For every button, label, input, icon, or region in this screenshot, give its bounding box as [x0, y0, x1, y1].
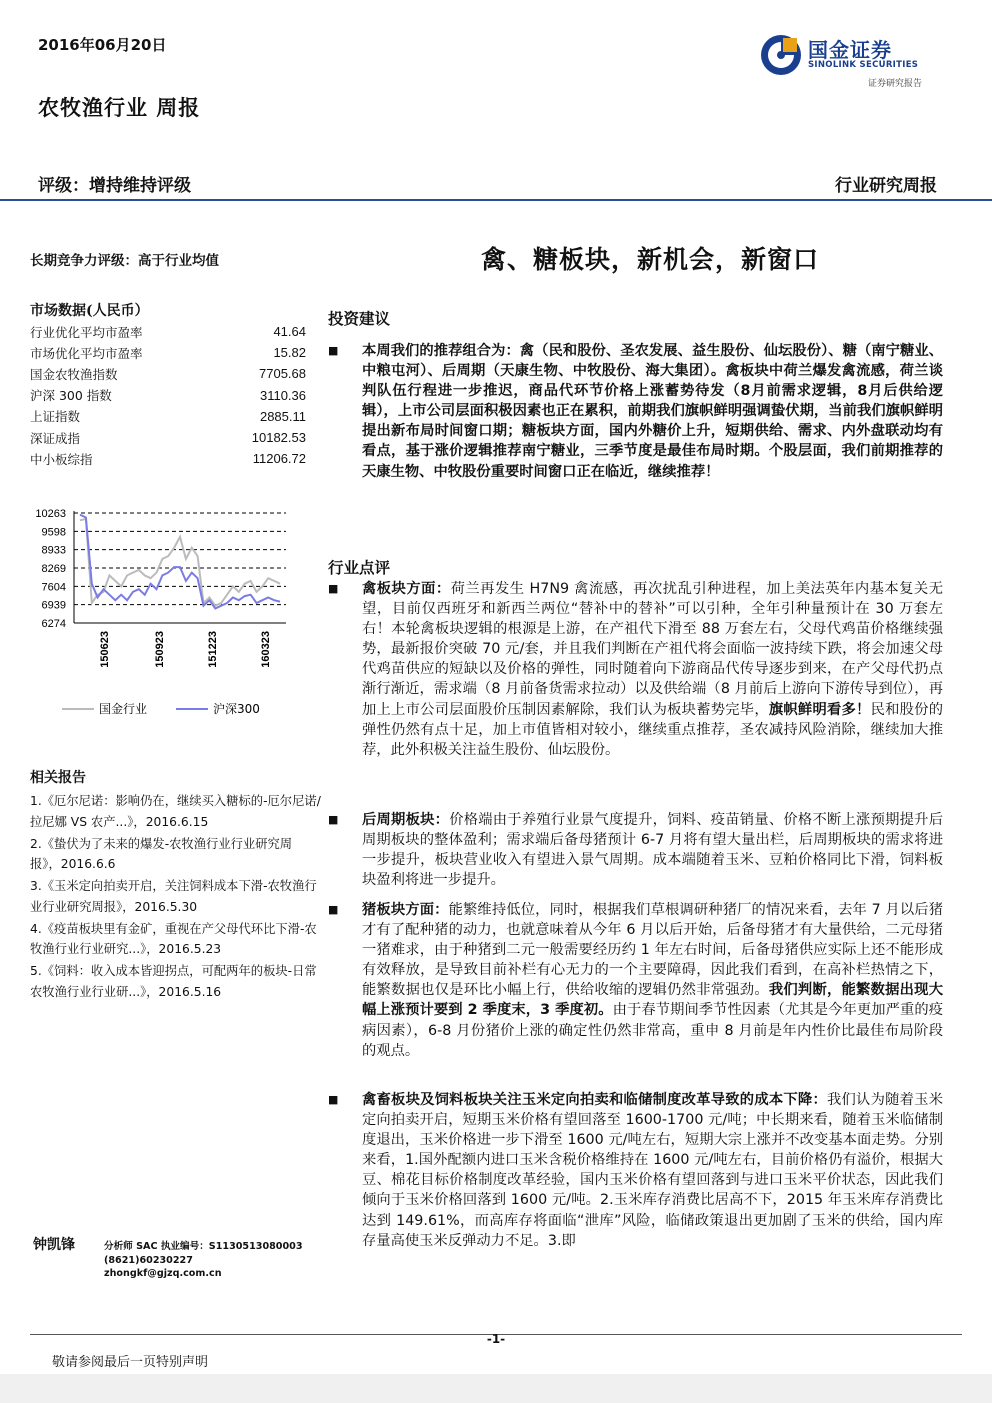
- market-data-row: [30, 406, 306, 427]
- paragraph-text: 我们认为随着玉米定向拍卖开启，短期玉米价格有望回落至 1600-1700 元/吨；中长期来看，随着玉米临储制度退出，玉米价格进一步下滑至 1600 元/吨左右，短期大宗上涨并不改变基本面走势。分别来看，1.国外配额内进口玉米含税价格维持在 1600 元/吨左右，目前价格仍有溢价，根据大豆、棉花目标价格制度改革经验，国内玉米价格有望回落到与进口玉米平价状态，因此我们倾向于玉米价格回落到 1600 元/吨。2.玉米库存消费比居高不下，2015 年玉米库存消费比达到 149.61%，而高库存将面临“泄库”风险，临储政策退出更加剧了玉米的供给，国内库存量高使玉米反弹动力不足。3.即: [362, 1092, 943, 1249]
- related-report-item[interactable]: 1.《厄尔尼诺：影响仍在，继续买入糖标的-厄尔尼诺/拉尼娜 VS 农产...》，2016.6.15: [30, 794, 321, 829]
- long-term-rating: 长期竞争力评级：高于行业均值: [30, 253, 219, 269]
- logo-name-en: SINOLINK SECURITIES: [808, 60, 919, 70]
- y-tick-label: 8269: [41, 563, 66, 575]
- market-data-table: [30, 321, 306, 469]
- paragraph-lead: 猪板块方面：: [362, 902, 449, 918]
- bullet-icon: ■: [328, 813, 339, 826]
- related-report-item[interactable]: 2.《蛰伏为了未来的爆发-农牧渔行业行业研究周报》，2016.6.6: [30, 836, 293, 871]
- market-data-value: 7705.68: [259, 366, 306, 382]
- related-reports-list: [30, 791, 322, 1004]
- analyst-info: [104, 1240, 303, 1281]
- rating-label: 评级：增持维持评级: [38, 176, 191, 196]
- market-data-value: 2885.11: [259, 408, 306, 424]
- market-data-value: 3110.36: [259, 387, 306, 403]
- footer-bar: [0, 1374, 992, 1403]
- paragraph-text: 价格端由于养殖行业景气度提升，饲料、疫苗销量、价格不断上涨预期提升后周期板块的整体盈利；需求端后备母猪预计 6-7 月将有望大量出栏，后周期板块的需求将进一步提升，板块营业收入有望进入景气周期。成本端随着玉米、豆粕价格同比下滑，饲料板块盈利将进一步提升。: [362, 812, 943, 889]
- analyst-phone: (8621)60230227: [104, 1254, 193, 1266]
- logo-subtitle: 证券研究报告: [868, 79, 923, 89]
- legend-label: 沪深300: [213, 702, 260, 716]
- disclaimer-note: 敬请参阅最后一页特别声明: [52, 1355, 209, 1370]
- bullet-icon: ■: [328, 344, 339, 357]
- series-line: [80, 515, 280, 609]
- market-data-value: 15.82: [273, 345, 306, 361]
- market-data-label: 国金农牧渔指数: [30, 366, 118, 382]
- paragraph-lead: 后周期板块：: [362, 812, 450, 828]
- report-date: 2016年06月20日: [38, 36, 167, 54]
- headline: 禽、糖板块，新机会，新窗口: [480, 245, 819, 274]
- paragraph-text: 民和股份的弹性仍然有点十足，加上市值皆相对较小，继续重点推荐，圣农减持风险消除，继续加大推荐，此外积极关注益生股份、仙坛股份。: [362, 701, 944, 758]
- review-paragraph-feed: [362, 1090, 943, 1251]
- paragraph-text: 荷兰再发生 H7N9 禽流感，再次扰乱引种进程，加上美法英年内基本复关无望，目前仅西班牙和新西兰两位“替补中的替补”可以引种，全年引种量预计在 30 万套左右！本轮禽板块逻辑的根源是上游，在产祖代下滑至 88 万套左右，父母代鸡苗价格继续强势，最新报价突破 70 元/套，并且我们判断在产祖代将会面临一波持续下跌，将会加速父母代鸡苗供应的短缺以及价格的弹性，同时随着向下游商品代传导逐步到来，在产父母代扔点渐行渐近，需求端（8 月前备货需求拉动）以及供给端（8 月前后上游向下游传导到位），再加上上市公司层面股价压制因素解除，我们认为板块蓄势完毕，: [362, 581, 943, 718]
- related-report-item[interactable]: 3.《玉米定向拍卖开启，关注饲料成本下滑-农牧渔行业行业研究周报》，2016.5.30: [30, 879, 317, 914]
- related-report-item[interactable]: 5.《饲料：收入成本皆迎拐点，可配两年的板块-日常农牧渔行业行业研...》，2016.5.16: [30, 964, 317, 999]
- market-data-value: 11206.72: [252, 451, 306, 467]
- market-data-value: 10182.53: [251, 430, 306, 446]
- review-paragraph-post-cycle: [362, 810, 943, 890]
- review-section-title: 行业点评: [328, 558, 391, 577]
- x-tick-label: 160323: [260, 631, 273, 668]
- market-data-row: [30, 342, 306, 363]
- market-data-row: [30, 427, 306, 448]
- market-data-row: [30, 363, 306, 384]
- report-type: 行业研究周报: [835, 176, 937, 196]
- market-data-value: 41.64: [273, 324, 306, 340]
- market-data-label: 中小板综指: [30, 451, 93, 467]
- analyst-name: 钟凯锋: [33, 1237, 75, 1253]
- market-data-row: [30, 385, 306, 406]
- paragraph-text: 能繁维持低位，同时，根据我们草根调研种猪厂的情况来看，去年 7 月以后猪才有了配种猪的动力，也就意味着从今年 6 月以后开始，后备母猪才有大量供给，二元母猪一猪难求，由于种猪到二元一般需要经历约 1 年左右时间，后备母猪供应实际上还不能形成有效释放，是导致目前补栏有心无力的一个主要障碍，因此我们看到，在高补栏热情之下，能繁数据也仅是环比小幅上行，供给收缩的逻辑仍然非常强劲。: [362, 902, 944, 999]
- y-tick-label: 8933: [41, 544, 66, 557]
- market-data-label: 上证指数: [30, 409, 81, 425]
- market-data-title: 市场数据(人民币）: [30, 303, 149, 319]
- header-divider: [0, 199, 992, 201]
- y-tick-label: 6939: [41, 599, 66, 612]
- paragraph-lead: 禽板块方面：: [362, 581, 451, 597]
- invest-paragraph: 本周我们的推荐组合为：禽（民和股份、圣农发展、益生股份、仙坛股份）、糖（南宁糖业、中粮屯河）、后周期（天康生物、中牧股份、海大集团）。禽板块中荷兰爆发禽流感，荷兰谈判队伍行程进一步推迟，商品代环节价格上涨蓄势待发（8月前需求逻辑，8月后供给逻辑），上市公司层面积极因素也正在累积，前期我们旗帜鲜明强调蛰伏期，当前我们旗帜鲜明提出新布局时间窗口期；糖板块方面，国内外糖价上升，短期供给、需求、内外盘联动均有看点，基于涨价逻辑推荐南宁糖业，三季节度是最佳布局时期。个股层面，我们前期推荐的天康生物、中牧股份重要时间窗口正在临近，继续推荐！: [362, 343, 943, 480]
- bullet-icon: ■: [328, 1093, 339, 1106]
- y-tick-label: 6274: [41, 618, 66, 630]
- market-data-row: [30, 448, 306, 469]
- market-data-row: [30, 321, 306, 342]
- logo-name-cn: 国金证券: [808, 38, 892, 62]
- index-line-chart: [30, 500, 320, 730]
- x-tick-label: 151223: [207, 631, 220, 668]
- paragraph-emphasis: 旗帜鲜明看多！: [768, 701, 871, 718]
- sinolink-logo-icon: [758, 32, 804, 78]
- bullet-icon: ■: [328, 903, 339, 916]
- industry-title: 农牧渔行业 周报: [38, 95, 201, 120]
- related-reports-title: 相关报告: [30, 770, 86, 786]
- market-data-label: 沪深 300 指数: [30, 388, 112, 404]
- y-tick-label: 7604: [41, 581, 66, 594]
- y-tick-label: 10263: [35, 508, 66, 520]
- bullet-icon: ■: [328, 582, 339, 595]
- market-data-label: 市场优化平均市盈率: [30, 345, 143, 361]
- market-data-label: 行业优化平均市盈率: [30, 324, 143, 340]
- legend-label: 国金行业: [99, 702, 148, 716]
- company-logo: [756, 30, 946, 90]
- paragraph-text: 由于春节期间季节性因素（尤其是今年更加严重的疫病因素），6-8 月份猪价上涨的确定性仍然非常高，重申 8 月前是年内性价比最佳布局阶段的观点。: [362, 1002, 944, 1059]
- page-number: -1-: [486, 1332, 506, 1346]
- analyst-license: 分析师 SAC 执业编号：S1130513080003: [104, 1241, 303, 1252]
- paragraph-lead: 禽畜板块及饲料板块关注玉米定向拍卖和临储制度改革导致的成本下降：: [362, 1092, 827, 1108]
- series-line: [80, 519, 280, 606]
- review-paragraph-poultry: [362, 579, 943, 760]
- analyst-email[interactable]: zhongkf@gjzq.com.cn: [104, 1268, 222, 1279]
- y-tick-label: 9598: [41, 526, 66, 539]
- x-tick-label: 150623: [99, 631, 112, 668]
- review-paragraph-hog: [362, 900, 943, 1061]
- paragraph-emphasis: 我们判断，能繁数据出现大幅上涨预计要到 2 季度末，3 季度初。: [362, 982, 944, 1019]
- invest-section-title: 投资建议: [328, 309, 391, 328]
- market-data-label: 深证成指: [30, 430, 81, 446]
- related-report-item[interactable]: 4.《疫苗板块里有金矿，重视在产父母代环比下滑-农牧渔行业行业研究...》，2016.5.23: [30, 921, 317, 956]
- x-tick-label: 150923: [154, 631, 167, 668]
